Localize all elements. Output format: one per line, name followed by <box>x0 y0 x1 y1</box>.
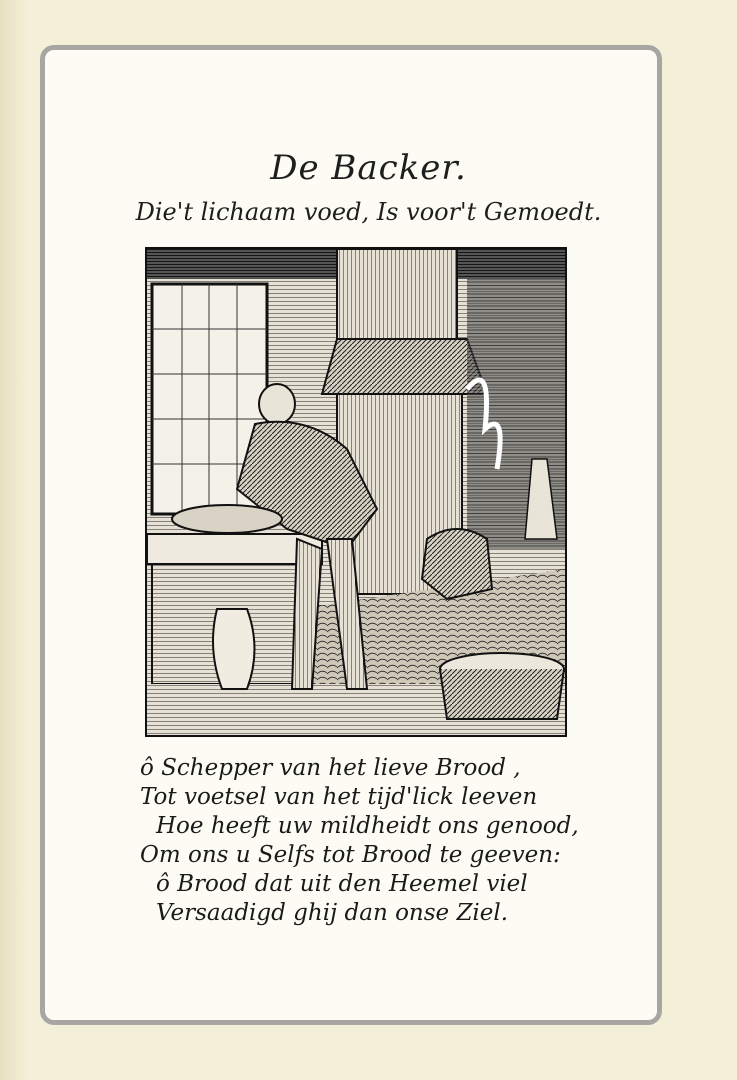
verse-line: ô Schepper van het lieve Brood , <box>140 755 521 781</box>
verse-line: ô Brood dat uit den Heemel viel <box>156 871 528 897</box>
verse-line: Versaadigd ghij dan onse Ziel. <box>156 900 509 926</box>
page-title: De Backer. <box>270 148 467 188</box>
verse-line: Om ons u Selfs tot Brood te geeven: <box>140 842 561 868</box>
verse-line: Hoe heeft uw mildheidt ons genood, <box>156 813 579 839</box>
engraving-illustration <box>147 249 565 735</box>
poem <box>140 754 600 928</box>
motto: Die't lichaam voed, Is voor't Gemoedt. <box>135 198 602 226</box>
verse-line: Tot voetsel van het tijd'lick leeven <box>140 784 538 810</box>
baker-engraving <box>145 247 567 737</box>
